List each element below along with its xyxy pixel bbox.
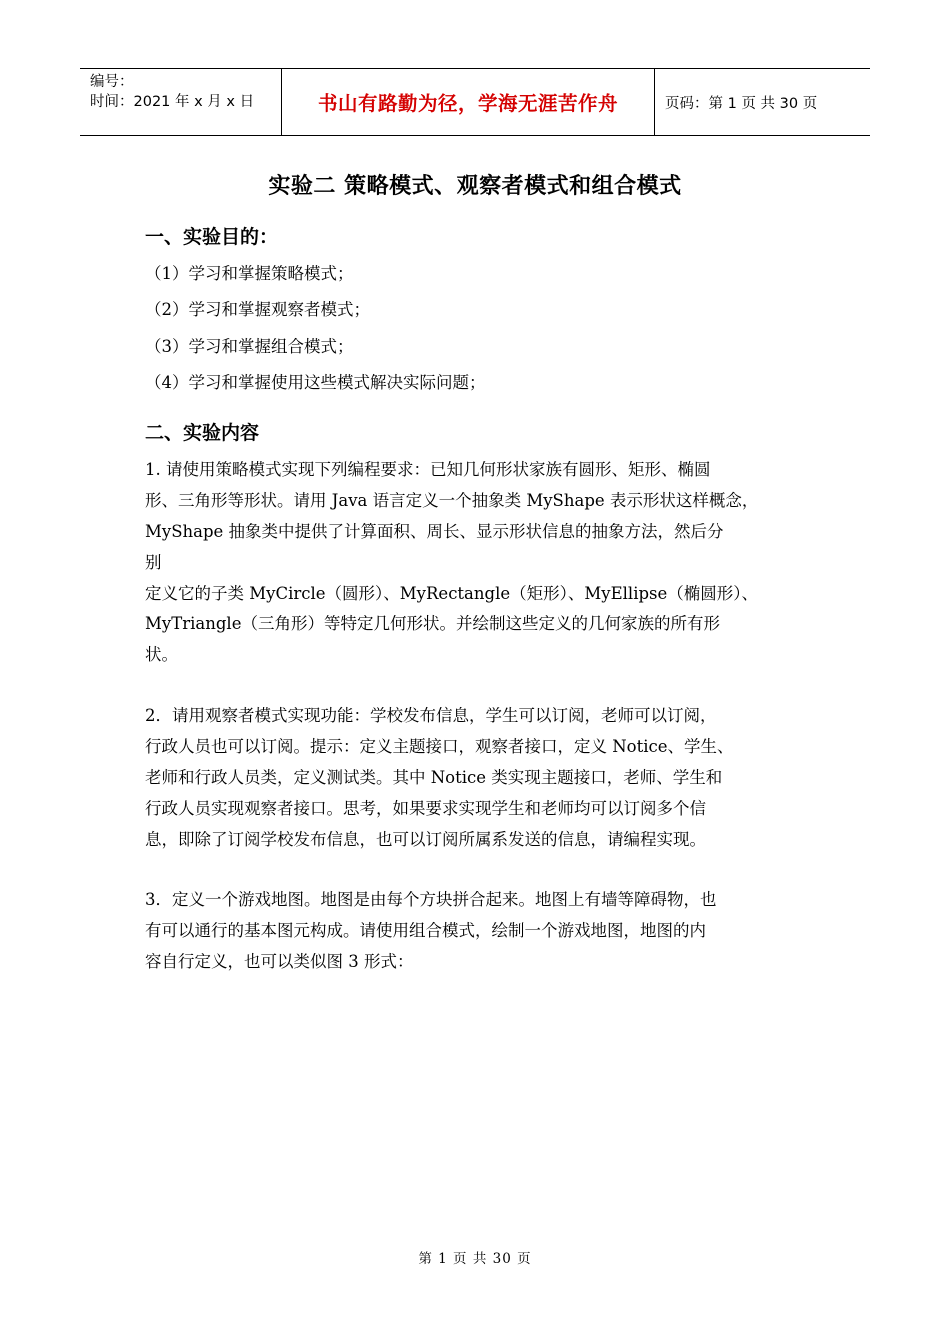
- paragraph-line: 形、三角形等形状。请用 Java 语言定义一个抽象类 MyShape 表示形状这样概念，: [145, 491, 759, 510]
- paragraph-line: 别: [145, 553, 162, 572]
- document-number-label: 编号：: [90, 74, 134, 90]
- paragraph-line: 有可以通行的基本图元构成。请使用组合模式，绘制一个游戏地图，地图的内: [145, 921, 706, 940]
- paragraph-line: 1. 请使用策略模式实现下列编程要求：已知几何形状家族有圆形、矩形、椭圆: [145, 460, 711, 479]
- paragraph-line: 老师和行政人员类，定义测试类。其中 Notice 类实现主题接口，老师、学生和: [145, 768, 723, 787]
- paragraph-line: 状。: [145, 645, 178, 664]
- section-heading-content: 二、实验内容: [145, 422, 260, 444]
- header-motto-cell: [282, 69, 655, 135]
- header-page-cell: [655, 69, 870, 135]
- paragraph-line: MyShape 抽象类中提供了计算面积、周长、显示形状信息的抽象方法，然后分: [145, 522, 724, 541]
- document-title: 实验二 策略模式、观察者模式和组合模式: [268, 174, 682, 199]
- header-table: [80, 68, 870, 136]
- paragraph-line: 定义它的子类 MyCircle（圆形）、MyRectangle（矩形）、MyEllipse（椭圆形）、: [145, 584, 759, 603]
- section-heading-objectives: 一、实验目的：: [145, 226, 279, 248]
- objective-item: （2）学习和掌握观察者模式；: [145, 300, 370, 319]
- objective-item: （3）学习和掌握组合模式；: [145, 337, 354, 356]
- paragraph-line: 息，即除了订阅学校发布信息，也可以订阅所属系发送的信息，请编程实现。: [145, 830, 706, 849]
- document-date: 时间：2021 年 x 月 x 日: [90, 94, 255, 110]
- paragraph-line: 3．定义一个游戏地图。地图是由每个方块拼合起来。地图上有墙等障碍物，也: [145, 890, 717, 909]
- paragraph-line: 2．请用观察者模式实现功能：学校发布信息，学生可以订阅，老师可以订阅，: [145, 706, 717, 725]
- paragraph-line: 容自行定义，也可以类似图 3 形式：: [145, 952, 414, 971]
- page-footer: 第 1 页 共 30 页: [418, 1251, 532, 1267]
- header-page-info: 页码：第 1 页 共 30 页: [665, 95, 818, 112]
- paragraph-line: MyTriangle（三角形）等特定几何形状。并绘制这些定义的几何家族的所有形: [145, 614, 720, 633]
- objective-item: （1）学习和掌握策略模式；: [145, 264, 354, 283]
- paragraph-line: 行政人员也可以订阅。提示：定义主题接口，观察者接口，定义 Notice、学生、: [145, 737, 734, 756]
- paragraph-line: 行政人员实现观察者接口。思考，如果要求实现学生和老师均可以订阅多个信: [145, 799, 706, 818]
- header-meta-cell: [80, 69, 282, 135]
- objective-item: （4）学习和掌握使用这些模式解决实际问题；: [145, 373, 486, 392]
- header-motto: 书山有路勤为径，学海无涯苦作舟: [317, 92, 618, 115]
